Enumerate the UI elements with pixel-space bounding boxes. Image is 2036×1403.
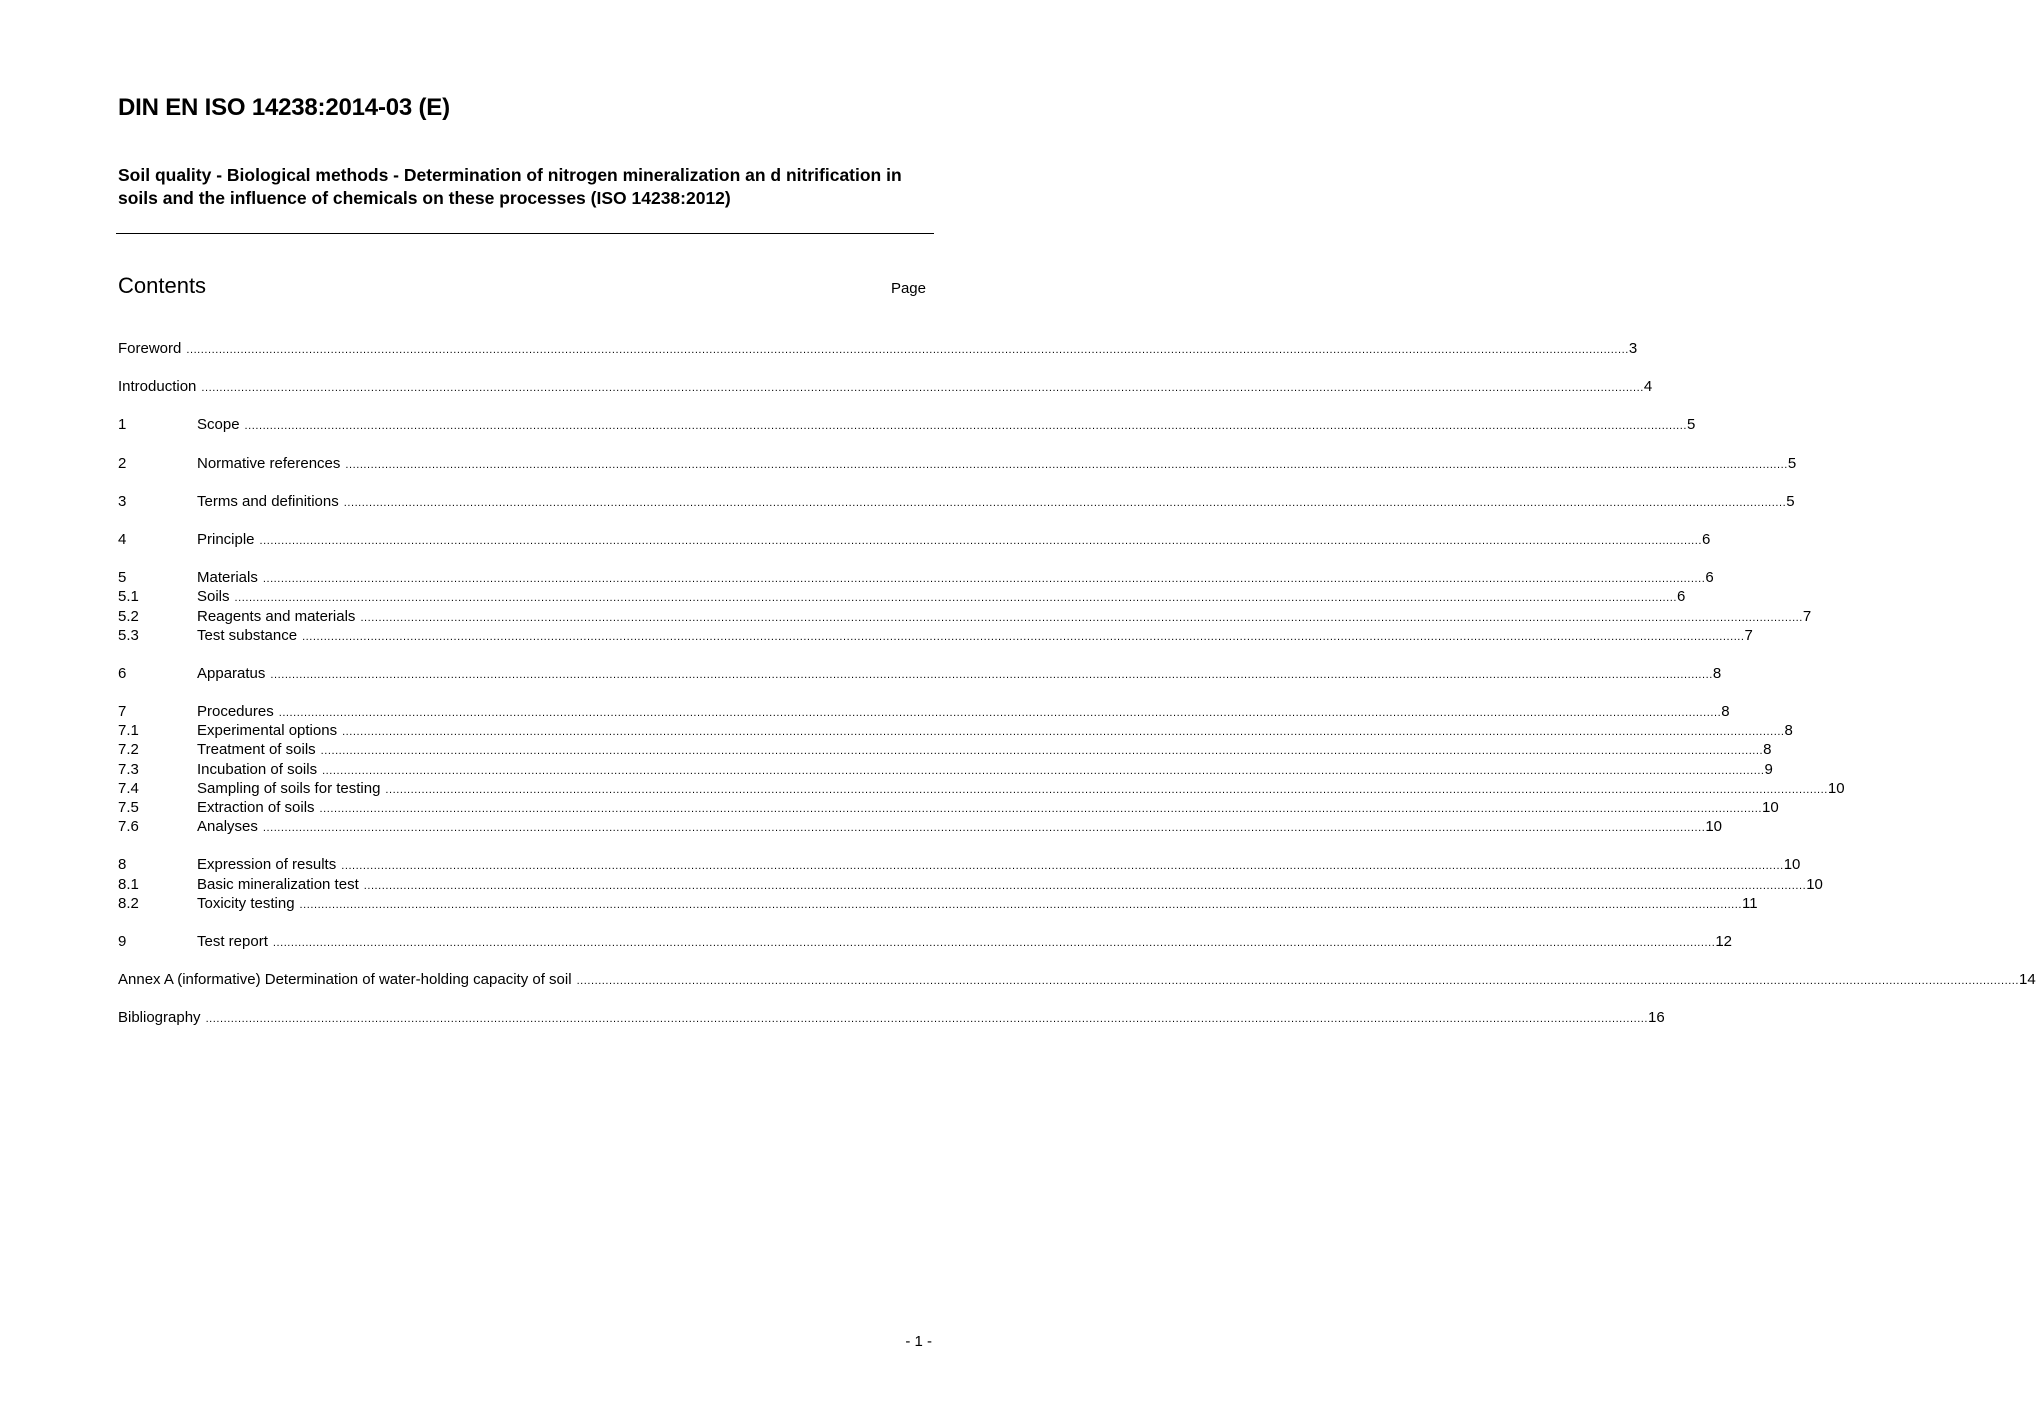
toc-entry[interactable] [118,492,1795,511]
toc-entry[interactable] [118,740,1772,759]
toc-entry-page: 10 [1705,818,1723,836]
toc-entry-number: 3 [118,492,127,510]
toc-dot-leader: ................................................................................................................................................................................................................................................................................................................................................................................................................ [186,344,1629,356]
toc-entry-title: Introduction [118,378,197,396]
toc-dot-leader: ................................................................................................................................................................................................................................................................................................................................................................................................................ [341,860,1784,873]
page-number: - 1 - [905,1333,932,1350]
toc-entry-number: 5.3 [118,626,139,644]
toc-dot-leader: ................................................................................................................................................................................................................................................................................................................................................................................................................ [343,496,1787,509]
toc-entry[interactable] [118,377,1653,396]
toc-entry-title: Normative references [197,454,341,472]
toc-entry-page: 5 [1687,416,1696,434]
toc-entry-number: 6 [118,664,127,682]
toc-entry-title: Extraction of soils [197,799,315,816]
toc-entry-number: 2 [118,454,127,472]
toc-entry-page: 6 [1702,530,1711,548]
toc-entry-page: 4 [1643,378,1653,396]
toc-entry-page: 9 [1764,760,1773,778]
toc-entry-page: 8 [1721,703,1730,721]
contents-heading: Contents [118,273,207,298]
toc-entry[interactable] [118,702,1730,721]
toc-entry-page: 7 [1802,607,1812,625]
toc-entry[interactable] [118,454,1797,473]
toc-entry-title: Analyses [197,818,258,836]
toc-entry-title: Scope [197,416,240,434]
toc-entry[interactable] [118,530,1711,549]
toc-dot-leader: ................................................................................................................................................................................................................................................................................................................................................................................................................ [299,898,1743,911]
toc-entry-page: 10 [1783,856,1801,874]
toc-entry[interactable] [118,970,2036,989]
toc-dot-leader: ................................................................................................................................................................................................................................................................................................................................................................................................................ [576,975,2020,988]
toc-entry-page: 6 [1676,588,1686,606]
toc-entry-page: 6 [1705,569,1714,587]
toc-entry-number: 7.2 [118,741,139,759]
toc-entry-number: 8.2 [118,894,139,912]
toc-dot-leader: ................................................................................................................................................................................................................................................................................................................................................................................................................ [278,707,1722,720]
toc-dot-leader: ................................................................................................................................................................................................................................................................................................................................................................................................................ [385,783,1828,796]
toc-entry[interactable] [118,607,1812,626]
table-of-contents [118,339,2036,1028]
toc-entry[interactable] [118,798,1779,817]
toc-dot-leader: ................................................................................................................................................................................................................................................................................................................................................................................................................ [205,1013,1649,1026]
title-divider [116,233,934,234]
toc-dot-leader: ................................................................................................................................................................................................................................................................................................................................................................................................................ [270,668,1713,681]
toc-entry[interactable] [118,894,1758,913]
toc-entry-page: 10 [1806,875,1823,893]
toc-entry-number: 4 [118,530,127,548]
document-id: DIN EN ISO 14238:2014-03 (E) [118,94,450,121]
toc-entry-number: 7 [118,703,127,721]
toc-entry-page: 8 [1784,722,1793,740]
toc-entry-number: 5 [118,569,127,587]
toc-entry[interactable] [118,568,1714,587]
toc-entry-page: 5 [1787,454,1797,472]
toc-entry-title: Incubation of soils [197,760,318,778]
toc-entry[interactable] [118,875,1823,894]
toc-entry-title: Test substance [197,626,298,644]
toc-dot-leader: ................................................................................................................................................................................................................................................................................................................................................................................................................ [320,745,1764,758]
toc-entry-number: 8 [118,856,127,874]
toc-entry-title: Treatment of soils [197,741,316,759]
toc-entry[interactable] [118,760,1773,779]
toc-entry-page: 8 [1712,664,1722,682]
toc-entry[interactable] [118,932,1733,951]
toc-entry-number: 9 [118,932,127,950]
toc-entry-title: Procedures [197,703,274,721]
toc-entry-number: 8.1 [118,875,139,893]
toc-entry-page: 8 [1763,741,1772,759]
toc-entry-page: 5 [1786,492,1795,510]
toc-entry-page: 12 [1715,932,1733,950]
toc-entry[interactable] [118,855,1801,874]
toc-entry[interactable] [118,1008,1665,1027]
toc-dot-leader: ................................................................................................................................................................................................................................................................................................................................................................................................................ [345,458,1788,471]
toc-entry[interactable] [118,721,1793,740]
toc-entry-title: Principle [197,530,255,548]
toc-entry-page: 7 [1744,626,1753,644]
toc-entry-page: 10 [1762,799,1779,816]
toc-dot-leader: ................................................................................................................................................................................................................................................................................................................................................................................................................ [319,803,1763,815]
toc-entry-number: 7.5 [118,799,139,816]
toc-entry-title: Soils [197,588,230,606]
toc-entry-page: 14 [2019,971,2036,989]
toc-entry[interactable] [118,415,1696,434]
toc-dot-leader: ................................................................................................................................................................................................................................................................................................................................................................................................................ [302,630,1745,643]
toc-dot-leader: ................................................................................................................................................................................................................................................................................................................................................................................................................ [262,822,1706,835]
toc-entry-page: 3 [1628,340,1638,357]
toc-entry-number: 1 [118,416,127,434]
toc-entry-title: Sampling of soils for testing [197,779,381,797]
toc-entry-number: 7.4 [118,779,139,797]
toc-dot-leader: ................................................................................................................................................................................................................................................................................................................................................................................................................ [272,936,1716,949]
toc-entry[interactable] [118,664,1722,683]
toc-entry-number: 7.1 [118,722,139,740]
toc-entry-number: 7.3 [118,760,139,778]
toc-entry-title: Experimental options [197,722,338,740]
toc-entry-number: 5.1 [118,588,139,606]
toc-entry-title: Basic mineralization test [197,875,359,893]
toc-entry-title: Annex A (informative) Determination of water-holding capacity of soil [118,971,572,989]
toc-entry-title: Toxicity testing [197,894,295,912]
toc-dot-leader: ................................................................................................................................................................................................................................................................................................................................................................................................................ [259,534,1702,547]
toc-dot-leader: ................................................................................................................................................................................................................................................................................................................................................................................................................ [262,573,1706,586]
toc-entry[interactable] [118,817,1723,836]
toc-dot-leader: ................................................................................................................................................................................................................................................................................................................................................................................................................ [244,420,1688,433]
toc-entry-number: 5.2 [118,607,139,625]
toc-entry-title: Bibliography [118,1009,201,1027]
toc-entry[interactable] [118,587,1686,606]
toc-entry-title: Reagents and materials [197,607,356,625]
toc-entry[interactable] [118,779,1845,798]
toc-entry-title: Test report [197,932,268,950]
toc-entry-title: Terms and definitions [197,492,339,510]
toc-entry[interactable] [118,339,1638,358]
page-column-label: Page [890,280,926,297]
toc-entry-number: 7.6 [118,818,139,836]
toc-dot-leader: ................................................................................................................................................................................................................................................................................................................................................................................................................ [201,382,1644,395]
toc-dot-leader: ................................................................................................................................................................................................................................................................................................................................................................................................................ [342,726,1785,739]
toc-entry-page: 11 [1742,894,1758,912]
toc-dot-leader: ................................................................................................................................................................................................................................................................................................................................................................................................................ [234,592,1677,605]
toc-entry-page: 16 [1648,1009,1665,1027]
toc-entry-title: Expression of results [197,856,337,874]
toc-entry[interactable] [118,626,1753,645]
toc-entry-title: Materials [197,569,258,587]
document-title: Soil quality - Biological methods - Determination of nitrogen mineralization an d nitrification in soils and the influence of chemicals on these processes (ISO 14238:2012) [118,165,902,208]
toc-dot-leader: ................................................................................................................................................................................................................................................................................................................................................................................................................ [322,764,1765,777]
toc-dot-leader: ................................................................................................................................................................................................................................................................................................................................................................................................................ [363,879,1807,892]
toc-dot-leader: ................................................................................................................................................................................................................................................................................................................................................................................................................ [360,611,1803,624]
toc-entry-page: 10 [1827,779,1845,797]
toc-entry-title: Foreword [118,340,182,357]
toc-entry-title: Apparatus [197,664,266,682]
